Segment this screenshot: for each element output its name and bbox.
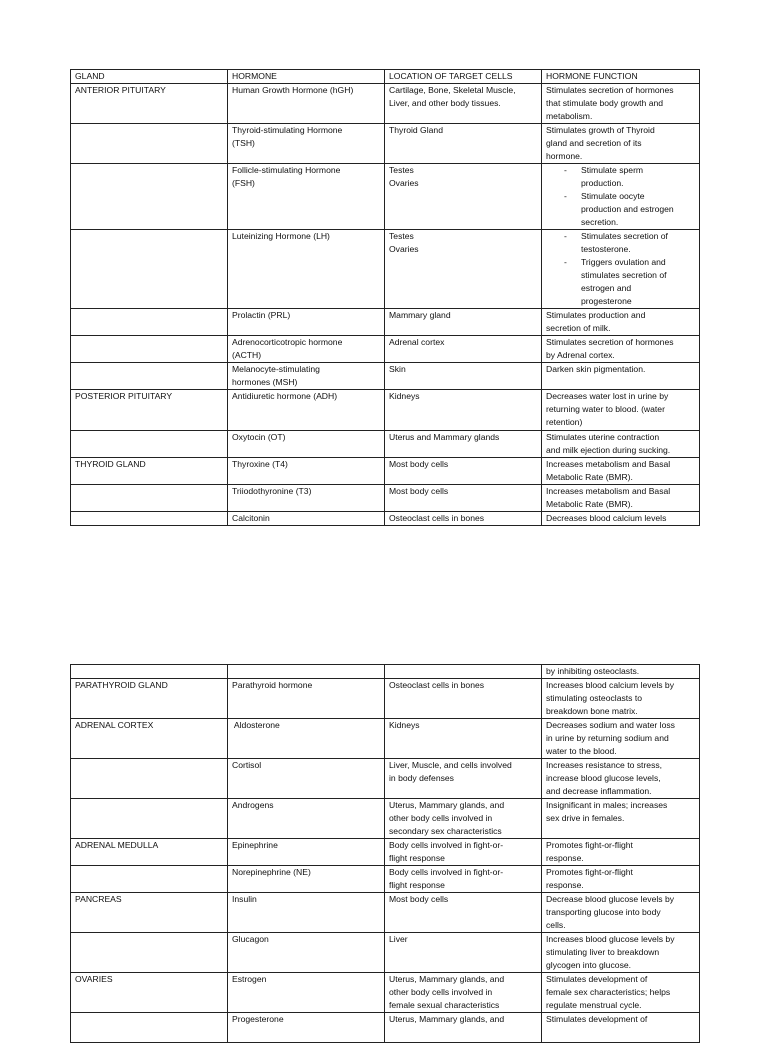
- function-bullet-list: [546, 164, 695, 229]
- function-cell-line: cells.: [546, 920, 566, 930]
- function-cell: [542, 309, 700, 336]
- function-bullet-line: - Stimulate oocyte: [581, 191, 645, 201]
- function-bullet-item: [564, 164, 695, 190]
- location-cell: [385, 485, 542, 512]
- function-cell-line: Stimulates production and: [546, 310, 646, 320]
- hormone-cell: [228, 336, 385, 363]
- location-cell: [385, 933, 542, 973]
- function-cell-line: that stimulate body growth and: [546, 98, 664, 108]
- header-row: [71, 70, 700, 84]
- function-cell: [542, 759, 700, 799]
- header-location-text: LOCATION OF TARGET CELLS: [389, 71, 513, 81]
- table-row: [71, 363, 700, 390]
- function-bullet-line: estrogen and: [581, 283, 632, 293]
- location-cell-line: flight response: [389, 853, 445, 863]
- location-cell-line: other body cells involved in: [389, 813, 493, 823]
- function-cell: [542, 512, 700, 526]
- location-cell: [385, 973, 542, 1013]
- function-bullet-line: stimulates secretion of: [581, 270, 667, 280]
- hormone-cell-line: Thyroid-stimulating Hormone: [232, 125, 343, 135]
- location-cell-line: Uterus and Mammary glands: [389, 432, 500, 442]
- table-row: [71, 719, 700, 759]
- hormone-cell: [228, 363, 385, 390]
- gland-cell-line: ADRENAL CORTEX: [75, 720, 154, 730]
- function-cell: [542, 866, 700, 893]
- function-cell: [542, 839, 700, 866]
- hormone-table-page-1: [70, 69, 700, 526]
- function-bullet-line: - Triggers ovulation and: [581, 257, 666, 267]
- function-cell: [542, 933, 700, 973]
- location-cell: [385, 759, 542, 799]
- table-row: [71, 759, 700, 799]
- location-cell: [385, 839, 542, 866]
- hormone-cell-line: Cortisol: [232, 760, 262, 770]
- location-cell-line: Uterus, Mammary glands, and: [389, 1014, 505, 1024]
- function-cell-line: response.: [546, 880, 584, 890]
- location-cell-line: Mammary gland: [389, 310, 451, 320]
- table-row: [71, 933, 700, 973]
- location-cell-line: Uterus, Mammary glands, and: [389, 800, 505, 810]
- location-cell: [385, 336, 542, 363]
- gland-cell-line: PANCREAS: [75, 894, 122, 904]
- header-location: [385, 70, 542, 84]
- gland-cell: [71, 973, 228, 1013]
- gland-cell: [71, 799, 228, 839]
- location-cell: [385, 665, 542, 679]
- header-function-text: HORMONE FUNCTION: [546, 71, 638, 81]
- function-cell-line: Stimulates secretion of hormones: [546, 337, 674, 347]
- function-bullet-item: [564, 230, 695, 256]
- location-cell-line: secondary sex characteristics: [389, 826, 502, 836]
- gland-cell: [71, 719, 228, 759]
- gland-cell: [71, 230, 228, 309]
- hormone-table-body: [71, 665, 700, 1043]
- table-row: [71, 390, 700, 431]
- hormone-cell-line: Luteinizing Hormone (LH): [232, 231, 330, 241]
- hormone-cell-line: Aldosterone: [232, 720, 280, 730]
- hormone-cell-line: Norepinephrine (NE): [232, 867, 311, 877]
- function-cell-line: Stimulates uterine contraction: [546, 432, 660, 442]
- hormone-cell-line: Prolactin (PRL): [232, 310, 291, 320]
- function-cell-line: gland and secretion of its: [546, 138, 642, 148]
- location-cell-line: Liver, Muscle, and cells involved: [389, 760, 512, 770]
- function-cell-line: sex drive in females.: [546, 813, 625, 823]
- function-cell-line: Decreases sodium and water loss: [546, 720, 675, 730]
- location-cell: [385, 124, 542, 164]
- function-cell: [542, 665, 700, 679]
- function-cell-line: increase blood glucose levels,: [546, 773, 661, 783]
- hormone-cell: [228, 866, 385, 893]
- hormone-cell-line: Estrogen: [232, 974, 267, 984]
- gland-cell: [71, 839, 228, 866]
- location-cell-line: Liver: [389, 934, 408, 944]
- hormone-cell-line: Oxytocin (OT): [232, 432, 286, 442]
- function-bullet-item: [564, 256, 695, 308]
- gland-cell-line: POSTERIOR PITUITARY: [75, 391, 173, 401]
- hormone-cell: [228, 759, 385, 799]
- function-cell-line: Promotes fight-or-flight: [546, 867, 633, 877]
- hormone-table-body: [71, 70, 700, 526]
- hormone-cell: [228, 164, 385, 230]
- function-cell-line: retention): [546, 417, 583, 427]
- function-cell-line: and decrease inflammation.: [546, 786, 652, 796]
- function-cell-line: Stimulates secretion of hormones: [546, 85, 674, 95]
- hormone-cell: [228, 893, 385, 933]
- location-cell: [385, 230, 542, 309]
- table-row: [71, 839, 700, 866]
- function-cell: [542, 799, 700, 839]
- location-cell: [385, 1013, 542, 1043]
- location-cell-line: Uterus, Mammary glands, and: [389, 974, 505, 984]
- function-cell: [542, 390, 700, 431]
- hormone-cell: [228, 799, 385, 839]
- hormone-cell: [228, 458, 385, 485]
- function-cell-line: Decreases blood calcium levels: [546, 513, 667, 523]
- function-cell: [542, 973, 700, 1013]
- hormone-cell-line: Follicle-stimulating Hormone: [232, 165, 341, 175]
- function-bullet-line: - Stimulate sperm: [581, 165, 644, 175]
- function-cell-line: Stimulates development of: [546, 1014, 648, 1024]
- location-cell: [385, 84, 542, 124]
- location-cell: [385, 458, 542, 485]
- gland-cell: [71, 363, 228, 390]
- function-bullet-line: - Stimulates secretion of: [581, 231, 668, 241]
- gland-cell: [71, 665, 228, 679]
- location-cell-line: Osteoclast cells in bones: [389, 513, 485, 523]
- gland-cell-line: THYROID GLAND: [75, 459, 146, 469]
- header-gland-text: GLAND: [75, 71, 105, 81]
- table-row: [71, 893, 700, 933]
- location-cell-line: in body defenses: [389, 773, 454, 783]
- hormone-cell: [228, 390, 385, 431]
- location-cell-line: Ovaries: [389, 178, 419, 188]
- location-cell: [385, 363, 542, 390]
- hormone-table-page-2: [70, 664, 700, 1043]
- gland-cell: [71, 124, 228, 164]
- gland-cell-line: ADRENAL MEDULLA: [75, 840, 159, 850]
- function-bullet-line: secretion.: [581, 217, 619, 227]
- gland-cell: [71, 336, 228, 363]
- function-cell: [542, 336, 700, 363]
- function-cell-line: Darken skin pigmentation.: [546, 364, 646, 374]
- function-bullet-line: progesterone: [581, 296, 632, 306]
- function-cell-line: female sex characteristics; helps: [546, 987, 671, 997]
- table-row: [71, 866, 700, 893]
- function-bullet-item: [564, 190, 695, 229]
- location-cell-line: Cartilage, Bone, Skeletal Muscle,: [389, 85, 516, 95]
- function-cell-line: stimulating osteoclasts to: [546, 693, 643, 703]
- function-cell-line: Decreases water lost in urine by: [546, 391, 669, 401]
- gland-cell-line: ANTERIOR PITUITARY: [75, 85, 166, 95]
- function-cell-line: by inhibiting osteoclasts.: [546, 666, 640, 676]
- hormone-cell-line: Insulin: [232, 894, 257, 904]
- function-cell: [542, 679, 700, 719]
- hormone-cell: [228, 124, 385, 164]
- gland-cell: [71, 164, 228, 230]
- location-cell-line: Adrenal cortex: [389, 337, 445, 347]
- hormone-cell: [228, 84, 385, 124]
- function-cell-line: Increases metabolism and Basal: [546, 459, 671, 469]
- function-bullet-list: [546, 230, 695, 308]
- function-cell-line: in urine by returning sodium and: [546, 733, 669, 743]
- function-cell: [542, 458, 700, 485]
- table-row: [71, 679, 700, 719]
- function-cell-line: Increases blood glucose levels by: [546, 934, 675, 944]
- hormone-cell: [228, 309, 385, 336]
- function-cell-line: response.: [546, 853, 584, 863]
- function-cell: [542, 485, 700, 512]
- function-cell-line: Metabolic Rate (BMR).: [546, 472, 633, 482]
- gland-cell: [71, 390, 228, 431]
- function-cell-line: Increases blood calcium levels by: [546, 680, 675, 690]
- hormone-cell: [228, 431, 385, 458]
- function-cell-line: Stimulates development of: [546, 974, 648, 984]
- location-cell-line: Body cells involved in fight-or-: [389, 867, 504, 877]
- function-cell: [542, 84, 700, 124]
- location-cell-line: Skin: [389, 364, 406, 374]
- location-cell-line: flight response: [389, 880, 445, 890]
- header-gland: [71, 70, 228, 84]
- function-cell-line: and milk ejection during sucking.: [546, 445, 671, 455]
- function-cell-line: Insignificant in males; increases: [546, 800, 668, 810]
- hormone-cell: [228, 665, 385, 679]
- hormone-cell: [228, 973, 385, 1013]
- location-cell-line: Thyroid Gland: [389, 125, 443, 135]
- hormone-cell-line: (TSH): [232, 138, 255, 148]
- function-bullet-line: production.: [581, 178, 624, 188]
- function-cell-line: Increases metabolism and Basal: [546, 486, 671, 496]
- table-row: [71, 164, 700, 230]
- location-cell: [385, 431, 542, 458]
- hormone-cell: [228, 933, 385, 973]
- location-cell-line: Most body cells: [389, 459, 449, 469]
- hormone-cell-line: Thyroxine (T4): [232, 459, 288, 469]
- location-cell-line: Testes: [389, 165, 414, 175]
- function-cell-line: breakdown bone matrix.: [546, 706, 638, 716]
- function-cell: [542, 363, 700, 390]
- table-row: [71, 799, 700, 839]
- location-cell-line: Testes: [389, 231, 414, 241]
- function-cell-line: Decrease blood glucose levels by: [546, 894, 675, 904]
- hormone-cell: [228, 679, 385, 719]
- hormone-cell-line: Parathyroid hormone: [232, 680, 313, 690]
- hormone-cell: [228, 839, 385, 866]
- hormone-cell: [228, 230, 385, 309]
- gland-cell: [71, 458, 228, 485]
- function-bullet-line: production and estrogen: [581, 204, 674, 214]
- hormone-cell: [228, 719, 385, 759]
- function-cell-line: Metabolic Rate (BMR).: [546, 499, 633, 509]
- location-cell-line: Most body cells: [389, 894, 449, 904]
- function-cell-line: returning water to blood. (water: [546, 404, 665, 414]
- gland-cell: [71, 866, 228, 893]
- table-row: [71, 431, 700, 458]
- hormone-cell-line: (ACTH): [232, 350, 262, 360]
- hormone-cell-line: Calcitonin: [232, 513, 270, 523]
- hormone-cell-line: Epinephrine: [232, 840, 278, 850]
- location-cell-line: Body cells involved in fight-or-: [389, 840, 504, 850]
- location-cell: [385, 679, 542, 719]
- table-row: [71, 84, 700, 124]
- function-cell: [542, 1013, 700, 1043]
- hormone-cell-line: Adrenocorticotropic hormone: [232, 337, 343, 347]
- location-cell-line: Osteoclast cells in bones: [389, 680, 485, 690]
- function-cell-line: by Adrenal cortex.: [546, 350, 615, 360]
- table-row: [71, 124, 700, 164]
- gland-cell: [71, 679, 228, 719]
- function-cell-line: metabolism.: [546, 111, 593, 121]
- gland-cell: [71, 933, 228, 973]
- gland-cell: [71, 485, 228, 512]
- table-row: [71, 665, 700, 679]
- function-cell-line: regulate menstrual cycle.: [546, 1000, 642, 1010]
- location-cell-line: Kidneys: [389, 720, 420, 730]
- table-row: [71, 1013, 700, 1043]
- location-cell-line: Liver, and other body tissues.: [389, 98, 501, 108]
- gland-cell: [71, 1013, 228, 1043]
- location-cell: [385, 309, 542, 336]
- hormone-cell-line: Glucagon: [232, 934, 269, 944]
- function-cell-line: transporting glucose into body: [546, 907, 661, 917]
- function-bullet-line: testosterone.: [581, 244, 631, 254]
- function-cell-line: secretion of milk.: [546, 323, 611, 333]
- table-row: [71, 485, 700, 512]
- location-cell: [385, 893, 542, 933]
- location-cell-line: Ovaries: [389, 244, 419, 254]
- hormone-cell: [228, 1013, 385, 1043]
- function-cell: [542, 164, 700, 230]
- location-cell-line: female sexual characteristics: [389, 1000, 500, 1010]
- location-cell-line: Kidneys: [389, 391, 420, 401]
- header-function: [542, 70, 700, 84]
- gland-cell: [71, 84, 228, 124]
- location-cell-line: Most body cells: [389, 486, 449, 496]
- function-cell-line: Increases resistance to stress,: [546, 760, 663, 770]
- function-cell-line: stimulating liver to breakdown: [546, 947, 660, 957]
- hormone-cell-line: Melanocyte-stimulating: [232, 364, 320, 374]
- function-cell: [542, 124, 700, 164]
- location-cell: [385, 719, 542, 759]
- table-row: [71, 458, 700, 485]
- header-hormone: [228, 70, 385, 84]
- hormone-cell-line: (FSH): [232, 178, 255, 188]
- function-cell: [542, 719, 700, 759]
- gland-cell-line: OVARIES: [75, 974, 113, 984]
- function-cell-line: glycogen into glucose.: [546, 960, 632, 970]
- table-row: [71, 336, 700, 363]
- location-cell: [385, 164, 542, 230]
- location-cell: [385, 799, 542, 839]
- function-cell: [542, 431, 700, 458]
- gland-cell: [71, 759, 228, 799]
- hormone-cell: [228, 512, 385, 526]
- table-row: [71, 230, 700, 309]
- function-cell: [542, 230, 700, 309]
- table-row: [71, 512, 700, 526]
- function-cell: [542, 893, 700, 933]
- gland-cell: [71, 893, 228, 933]
- gland-cell: [71, 309, 228, 336]
- location-cell-line: other body cells involved in: [389, 987, 493, 997]
- hormone-cell-line: Human Growth Hormone (hGH): [232, 85, 354, 95]
- gland-cell-line: PARATHYROID GLAND: [75, 680, 168, 690]
- function-cell-line: Promotes fight-or-flight: [546, 840, 633, 850]
- function-cell-line: hormone.: [546, 151, 583, 161]
- function-cell-line: water to the blood.: [546, 746, 617, 756]
- header-hormone-text: HORMONE: [232, 71, 277, 81]
- hormone-cell-line: Progesterone: [232, 1014, 284, 1024]
- location-cell: [385, 390, 542, 431]
- hormone-cell-line: Antidiuretic hormone (ADH): [232, 391, 338, 401]
- hormone-cell-line: hormones (MSH): [232, 377, 298, 387]
- hormone-cell-line: Androgens: [232, 800, 274, 810]
- gland-cell: [71, 512, 228, 526]
- location-cell: [385, 512, 542, 526]
- function-cell-line: Stimulates growth of Thyroid: [546, 125, 655, 135]
- hormone-cell-line: Triiodothyronine (T3): [232, 486, 312, 496]
- table-row: [71, 973, 700, 1013]
- location-cell: [385, 866, 542, 893]
- gland-cell: [71, 431, 228, 458]
- table-row: [71, 309, 700, 336]
- hormone-cell: [228, 485, 385, 512]
